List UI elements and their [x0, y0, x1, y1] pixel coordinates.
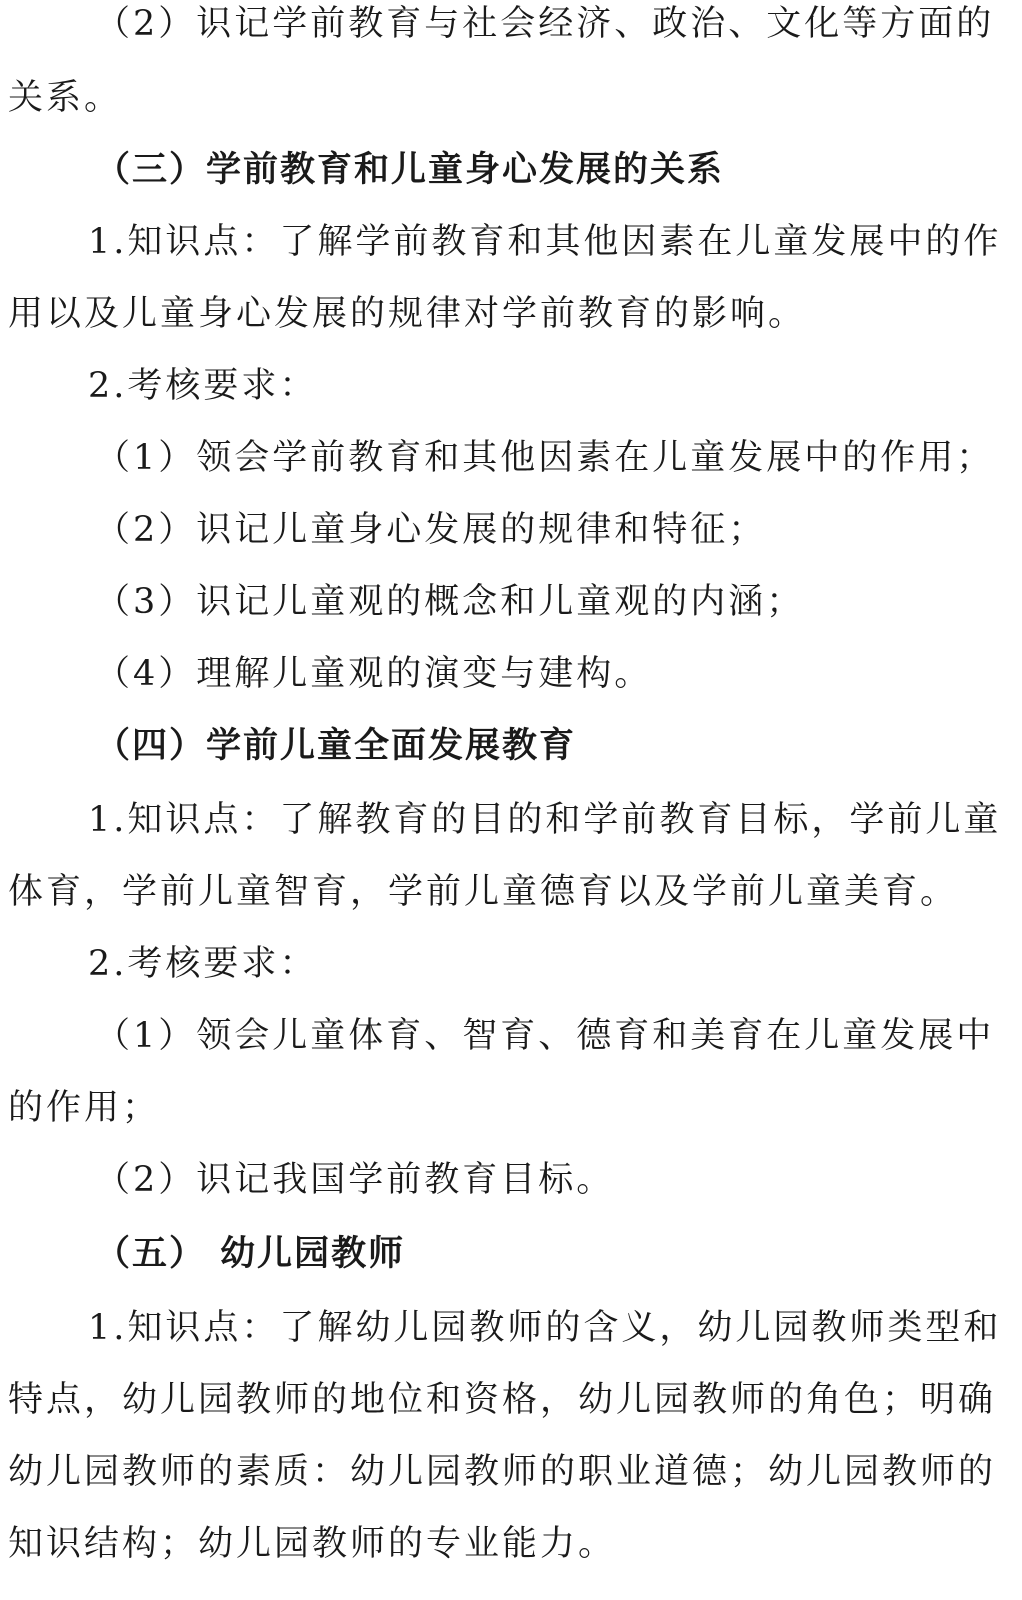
- paragraph-continuation: 幼儿园教师的素质：幼儿园教师的职业道德；幼儿园教师的: [8, 1452, 997, 1492]
- paragraph-continuation: 体育，学前儿童智育，学前儿童德育以及学前儿童美育。: [8, 872, 959, 912]
- list-item-2-recognize-society: （2）识记学前教育与社会经济、政治、文化等方面的: [95, 4, 995, 44]
- paragraph-continuation: 知识结构；幼儿园教师的专业能力。: [8, 1524, 617, 1564]
- paragraph-continuation: 关系。: [8, 78, 123, 118]
- section-heading-4: （四）学前儿童全面发展教育: [95, 726, 577, 766]
- list-item-1: （1）领会学前教育和其他因素在儿童发展中的作用；: [95, 438, 995, 478]
- assessment-requirements-label: 2.考核要求：: [88, 366, 318, 406]
- section-heading-5: （五） 幼儿园教师: [95, 1234, 406, 1274]
- knowledge-point-3: 1.知识点：了解学前教育和其他因素在儿童发展中的作: [88, 222, 1002, 262]
- list-item-2: （2）识记儿童身心发展的规律和特征；: [95, 510, 767, 550]
- list-item-3: （3）识记儿童观的概念和儿童观的内涵；: [95, 582, 805, 622]
- list-item-1: （1）领会儿童体育、智育、德育和美育在儿童发展中: [95, 1016, 995, 1056]
- paragraph-continuation: 特点，幼儿园教师的地位和资格，幼儿园教师的角色；明确: [8, 1380, 997, 1420]
- section-heading-3: （三）学前教育和儿童身心发展的关系: [95, 150, 725, 190]
- paragraph-continuation: 用以及儿童身心发展的规律对学前教育的影响。: [8, 294, 807, 334]
- paragraph-continuation: 的作用；: [8, 1088, 161, 1128]
- assessment-requirements-label: 2.考核要求：: [88, 944, 318, 984]
- knowledge-point-4: 1.知识点：了解教育的目的和学前教育目标，学前儿童: [88, 800, 1002, 840]
- list-item-4: （4）理解儿童观的演变与建构。: [95, 654, 653, 694]
- list-item-2: （2）识记我国学前教育目标。: [95, 1160, 615, 1200]
- knowledge-point-5: 1.知识点：了解幼儿园教师的含义，幼儿园教师类型和: [88, 1308, 1002, 1348]
